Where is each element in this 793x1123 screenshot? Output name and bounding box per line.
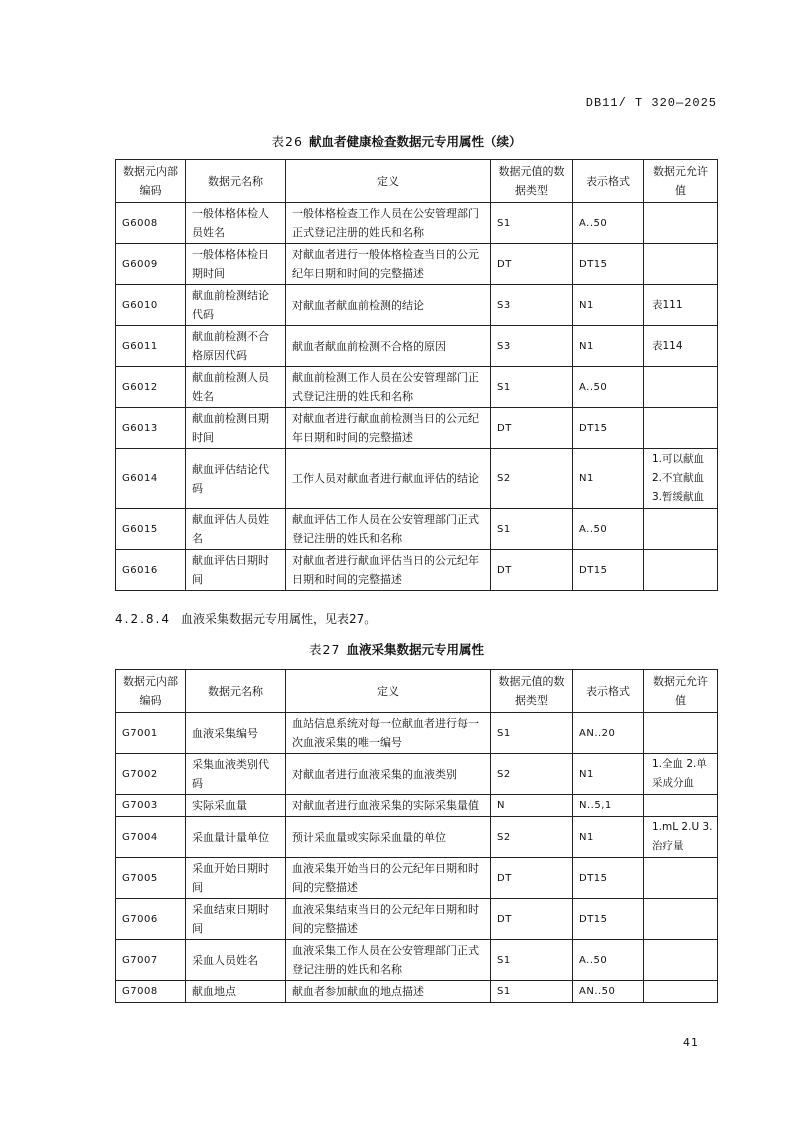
table-row (116, 899, 718, 940)
table-27-title: 血液采集数据元专用属性 (346, 642, 484, 657)
table-26-title: 献血者健康检查数据元专用属性（续） (308, 134, 522, 149)
cell-allowed: 1.全血 2.单采成分血 (644, 754, 718, 795)
cell-allowed (644, 367, 718, 408)
cell-format: N1 (573, 285, 644, 326)
cell-code: G6016 (116, 550, 186, 591)
cell-format: AN..50 (573, 981, 644, 1003)
cell-code: G7006 (116, 899, 186, 940)
table-row (116, 367, 718, 408)
cell-datatype: S1 (491, 713, 573, 754)
cell-definition: 对献血者进行一般体格检查当日的公元纪年日期和时间的完整描述 (286, 244, 491, 285)
cell-datatype: S2 (491, 754, 573, 795)
cell-definition: 血站信息系统对每一位献血者进行每一次血液采集的唯一编号 (286, 713, 491, 754)
cell-definition: 献血前检测工作人员在公安管理部门正式登记注册的姓氏和名称 (286, 367, 491, 408)
cell-definition: 血液采集工作人员在公安管理部门正式登记注册的姓氏和名称 (286, 940, 491, 981)
table-row (116, 858, 718, 899)
table-row (116, 795, 718, 817)
cell-format: A..50 (573, 203, 644, 244)
cell-name: 献血评估日期时间 (186, 550, 286, 591)
cell-format: DT15 (573, 858, 644, 899)
cell-name: 采血人员姓名 (186, 940, 286, 981)
cell-name: 采集血液类别代码 (186, 754, 286, 795)
table-27-number: 表27 (309, 642, 341, 657)
table-row (116, 940, 718, 981)
cell-name: 采血开始日期时间 (186, 858, 286, 899)
col-header-allowed: 数据元允许值 (644, 160, 718, 203)
cell-name: 献血前检测日期时间 (186, 408, 286, 449)
cell-definition: 血液采集结束当日的公元纪年日期和时间的完整描述 (286, 899, 491, 940)
cell-allowed: 表114 (644, 326, 718, 367)
cell-datatype: S1 (491, 367, 573, 408)
cell-definition: 献血者参加献血的地点描述 (286, 981, 491, 1003)
cell-allowed: 1.mL 2.U 3.治疗量 (644, 817, 718, 858)
cell-format: A..50 (573, 509, 644, 550)
cell-datatype: DT (491, 408, 573, 449)
cell-name: 献血地点 (186, 981, 286, 1003)
standard-code: DB11/ T 320—2025 (585, 96, 717, 110)
table-row (116, 981, 718, 1003)
cell-format: N1 (573, 817, 644, 858)
cell-definition: 预计采血量或实际采血量的单位 (286, 817, 491, 858)
cell-definition: 对献血者进行血液采集的血液类别 (286, 754, 491, 795)
table-26-header (116, 160, 718, 203)
cell-datatype: S2 (491, 449, 573, 509)
cell-name: 一般体格体检日期时间 (186, 244, 286, 285)
cell-name: 血液采集编号 (186, 713, 286, 754)
cell-datatype: DT (491, 550, 573, 591)
table-row (116, 203, 718, 244)
cell-code: G6015 (116, 509, 186, 550)
cell-name: 献血评估结论代码 (186, 449, 286, 509)
cell-definition: 对献血者进行献血前检测当日的公元纪年日期和时间的完整描述 (286, 408, 491, 449)
cell-datatype: S1 (491, 940, 573, 981)
col-header-allowed: 数据元允许值 (644, 670, 718, 713)
cell-name: 一般体格体检人员姓名 (186, 203, 286, 244)
cell-format: N1 (573, 449, 644, 509)
cell-definition: 对献血者进行献血评估当日的公元纪年日期和时间的完整描述 (286, 550, 491, 591)
cell-allowed (644, 940, 718, 981)
cell-allowed (644, 550, 718, 591)
cell-format: DT15 (573, 899, 644, 940)
cell-name: 献血前检测人员姓名 (186, 367, 286, 408)
cell-format: A..50 (573, 940, 644, 981)
table-row (116, 408, 718, 449)
cell-datatype: S1 (491, 509, 573, 550)
table-27-caption (0, 640, 793, 658)
col-header-name: 数据元名称 (186, 670, 286, 713)
col-header-code: 数据元内部编码 (116, 670, 186, 713)
table-26-caption (0, 132, 793, 150)
cell-format: N..5,1 (573, 795, 644, 817)
cell-code: G6008 (116, 203, 186, 244)
col-header-datatype: 数据元值的数据类型 (491, 160, 573, 203)
table-row (116, 754, 718, 795)
cell-code: G7002 (116, 754, 186, 795)
cell-name: 献血前检测结论代码 (186, 285, 286, 326)
table-26 (115, 159, 718, 591)
cell-code: G6013 (116, 408, 186, 449)
section-4-2-8-4 (115, 610, 376, 627)
cell-datatype: N (491, 795, 573, 817)
cell-allowed (644, 203, 718, 244)
section-text: 血液采集数据元专用属性，见表27。 (180, 612, 377, 626)
col-header-format: 表示格式 (573, 670, 644, 713)
cell-code: G7001 (116, 713, 186, 754)
cell-code: G6011 (116, 326, 186, 367)
cell-code: G7004 (116, 817, 186, 858)
table-row (116, 509, 718, 550)
cell-allowed (644, 408, 718, 449)
col-header-format: 表示格式 (573, 160, 644, 203)
cell-definition: 对献血者进行血液采集的实际采集量值 (286, 795, 491, 817)
cell-format: N1 (573, 754, 644, 795)
cell-code: G6012 (116, 367, 186, 408)
cell-code: G6014 (116, 449, 186, 509)
table-27-header (116, 670, 718, 713)
table-row (116, 817, 718, 858)
cell-format: DT15 (573, 550, 644, 591)
table-row (116, 713, 718, 754)
cell-allowed: 表111 (644, 285, 718, 326)
cell-allowed (644, 795, 718, 817)
cell-name: 献血前检测不合格原因代码 (186, 326, 286, 367)
cell-datatype: S3 (491, 326, 573, 367)
cell-datatype: S3 (491, 285, 573, 326)
cell-allowed (644, 244, 718, 285)
cell-code: G7005 (116, 858, 186, 899)
cell-format: DT15 (573, 244, 644, 285)
cell-allowed: 1.可以献血 2.不宜献血 3.暂缓献血 (644, 449, 718, 509)
cell-datatype: S1 (491, 203, 573, 244)
table-row (116, 244, 718, 285)
cell-datatype: DT (491, 244, 573, 285)
cell-name: 采血结束日期时间 (186, 899, 286, 940)
cell-format: N1 (573, 326, 644, 367)
table-26-number: 表26 (271, 134, 303, 149)
cell-code: G6010 (116, 285, 186, 326)
cell-format: AN..20 (573, 713, 644, 754)
cell-datatype: DT (491, 899, 573, 940)
cell-datatype: S2 (491, 817, 573, 858)
cell-code: G6009 (116, 244, 186, 285)
table-row (116, 326, 718, 367)
cell-datatype: DT (491, 858, 573, 899)
col-header-definition: 定义 (286, 670, 491, 713)
col-header-name: 数据元名称 (186, 160, 286, 203)
cell-allowed (644, 713, 718, 754)
cell-name: 献血评估人员姓名 (186, 509, 286, 550)
cell-name: 实际采血量 (186, 795, 286, 817)
cell-allowed (644, 899, 718, 940)
cell-definition: 献血者献血前检测不合格的原因 (286, 326, 491, 367)
cell-datatype: S1 (491, 981, 573, 1003)
table-row (116, 449, 718, 509)
col-header-code: 数据元内部编码 (116, 160, 186, 203)
cell-format: A..50 (573, 367, 644, 408)
col-header-datatype: 数据元值的数据类型 (491, 670, 573, 713)
table-row (116, 550, 718, 591)
table-27 (115, 669, 718, 1003)
cell-allowed (644, 981, 718, 1003)
cell-format: DT15 (573, 408, 644, 449)
col-header-definition: 定义 (286, 160, 491, 203)
cell-definition: 血液采集开始当日的公元纪年日期和时间的完整描述 (286, 858, 491, 899)
cell-code: G7003 (116, 795, 186, 817)
cell-definition: 一般体格检查工作人员在公安管理部门正式登记注册的姓氏和名称 (286, 203, 491, 244)
cell-code: G7008 (116, 981, 186, 1003)
cell-name: 采血量计量单位 (186, 817, 286, 858)
cell-allowed (644, 858, 718, 899)
section-number: 4.2.8.4 (115, 612, 171, 626)
cell-definition: 献血评估工作人员在公安管理部门正式登记注册的姓氏和名称 (286, 509, 491, 550)
cell-code: G7007 (116, 940, 186, 981)
cell-allowed (644, 509, 718, 550)
cell-definition: 对献血者献血前检测的结论 (286, 285, 491, 326)
cell-definition: 工作人员对献血者进行献血评估的结论 (286, 449, 491, 509)
page-number: 41 (683, 1036, 699, 1049)
table-row (116, 285, 718, 326)
